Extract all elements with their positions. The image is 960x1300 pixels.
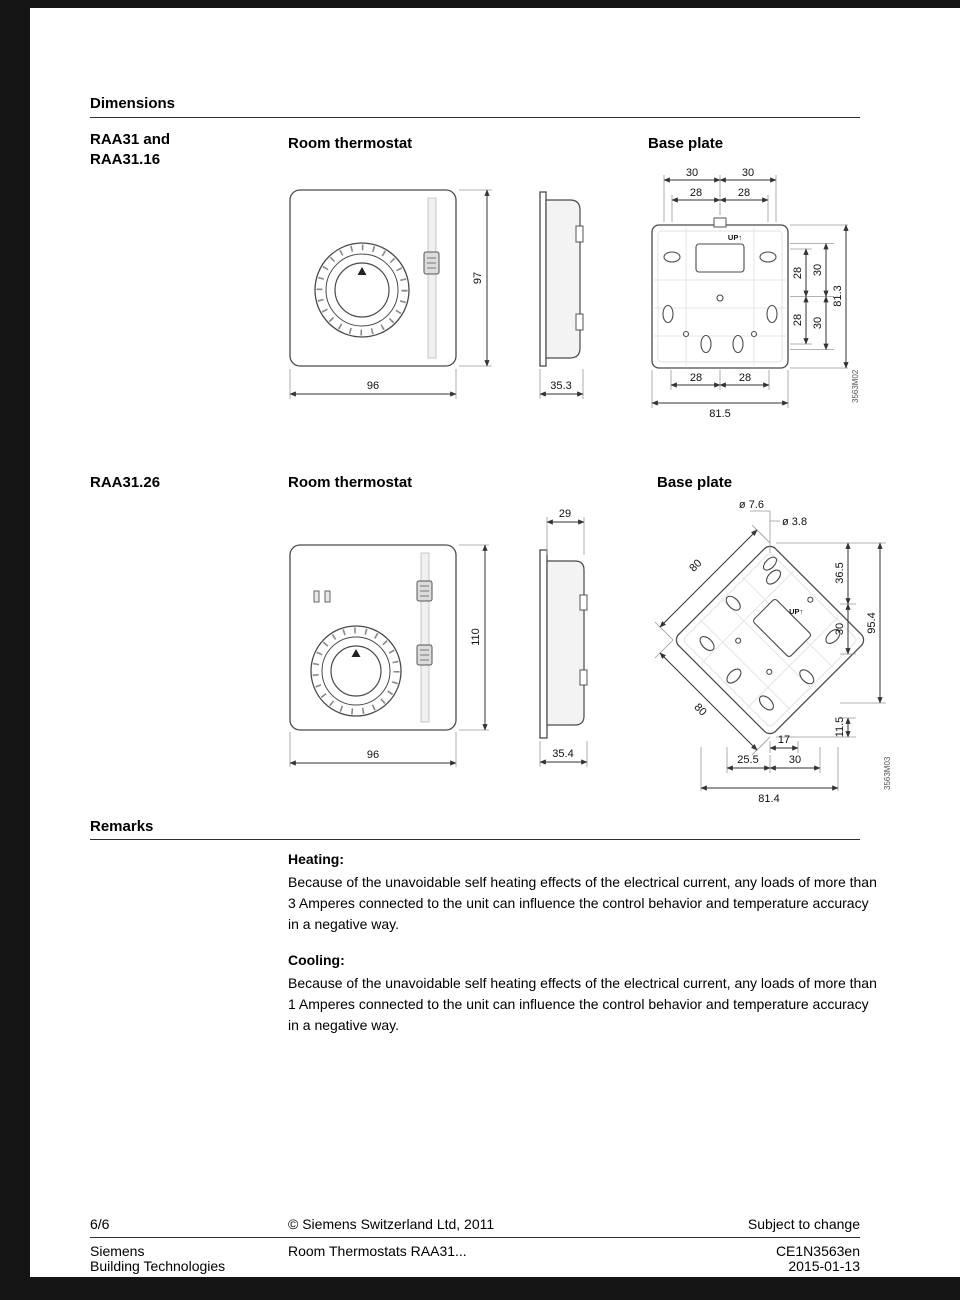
model-label-raa31-line1: RAA31 and <box>90 131 171 148</box>
up-marker-label: UP↑ <box>789 606 804 616</box>
dim-right-1: 36.5 <box>834 562 846 584</box>
base-plate-label-2: Base plate <box>657 474 733 491</box>
drawing-code-1: 3563M02 <box>851 369 860 403</box>
mounting-clip <box>580 670 587 685</box>
raa3126-dimension-drawing <box>288 495 903 807</box>
up-marker-label: UP↑ <box>727 233 743 242</box>
base-plate-raa31 <box>652 218 788 368</box>
mounting-hole <box>733 336 743 353</box>
remarks-divider <box>90 839 860 840</box>
document-date: 2015-01-13 <box>788 1258 860 1274</box>
indicator-window <box>325 591 330 602</box>
side-view-raa3126 <box>540 550 587 738</box>
dim-front-height-1: 97 <box>472 271 484 285</box>
dimensions-divider <box>90 117 860 118</box>
dim-right-total-1: 81.3 <box>832 285 844 307</box>
indicator-window <box>314 591 319 602</box>
heating-title: Heating: <box>288 851 344 867</box>
dim-side-width-1: 35.3 <box>550 380 572 392</box>
base-plate-label-1: Base plate <box>648 135 724 152</box>
dim-bottom-30: 30 <box>788 754 802 766</box>
mounting-clip <box>576 314 583 330</box>
dim-right-outer-top: 30 <box>812 263 824 277</box>
mounting-hole <box>760 252 776 262</box>
dim-side-width-2: 35.4 <box>552 748 574 760</box>
dim-top-outer-right: 30 <box>741 167 755 179</box>
dim-bottom-17: 17 <box>777 734 791 746</box>
remarks-heading: Remarks <box>90 818 154 835</box>
dim-bottom-left-1: 28 <box>689 372 703 384</box>
cooling-title: Cooling: <box>288 952 345 968</box>
mounting-hole <box>701 336 711 353</box>
front-view-raa3126 <box>290 545 456 730</box>
mounting-clip <box>580 595 587 610</box>
dim-bottom-25-5: 25.5 <box>737 754 759 766</box>
dim-right-outer-bottom: 30 <box>812 316 824 330</box>
dim-hole-dia-small: ø 3.8 <box>782 516 808 528</box>
room-thermostat-label-1: Room thermostat <box>288 135 413 152</box>
mounting-hole <box>663 306 673 323</box>
dim-top-inner-left: 28 <box>689 187 703 199</box>
dim-top-outer-left: 30 <box>685 167 699 179</box>
footer-divider <box>90 1237 860 1238</box>
dim-top-inner-right: 28 <box>737 187 751 199</box>
model-label-raa31-line2: RAA31.16 <box>90 151 161 168</box>
subject-to-change-note: Subject to change <box>747 1216 860 1232</box>
cooling-paragraph: Because of the unavoidable self heating effects of the electrical current, any loads of more than 1 Amperes connected to the unit can influence the control behavior and temperature accuracy in a negative way. <box>288 975 877 1033</box>
raa31-dimension-drawing <box>288 168 888 433</box>
front-view-raa31 <box>290 190 456 366</box>
model-label-raa3126: RAA31.26 <box>90 474 161 491</box>
dim-right-inner-bottom: 28 <box>792 313 804 327</box>
dim-bottom-right-1: 28 <box>738 372 752 384</box>
company-name: Siemens <box>90 1243 145 1259</box>
mounting-hole <box>767 306 777 323</box>
mounting-hole <box>664 252 680 262</box>
side-view-raa31 <box>540 192 583 366</box>
slider-channel <box>421 553 429 722</box>
document-title: Room Thermostats RAA31... <box>288 1243 467 1259</box>
dim-edge-top: 80 <box>687 557 705 575</box>
dim-side-depth: 29 <box>558 508 572 520</box>
dim-hole-dia-large: ø 7.6 <box>738 499 764 511</box>
dim-right-total-2: 95.4 <box>866 612 878 634</box>
room-thermostat-label-2: Room thermostat <box>288 474 413 491</box>
dim-front-width-2: 96 <box>366 749 380 761</box>
top-tab <box>714 218 726 227</box>
dim-bottom-total-2: 81.4 <box>758 793 780 805</box>
dim-front-width-1: 96 <box>366 380 380 392</box>
drawing-code-2: 3563M03 <box>883 756 892 790</box>
dim-bottom-total-1: 81.5 <box>709 408 731 420</box>
dim-right-2: 30 <box>834 622 846 636</box>
dimensions-heading: Dimensions <box>90 95 176 112</box>
wiring-opening <box>696 244 744 272</box>
dim-edge-bottom: 80 <box>691 701 709 719</box>
company-division: Building Technologies <box>90 1258 226 1274</box>
page-number: 6/6 <box>90 1216 110 1232</box>
dim-front-height-2: 110 <box>470 628 482 646</box>
dim-right-inner-top: 28 <box>792 266 804 280</box>
slider-channel <box>428 198 436 358</box>
mounting-clip <box>576 226 583 242</box>
heating-paragraph: Because of the unavoidable self heating effects of the electrical current, any loads of more than 3 Amperes connected to the unit can influence the control behavior and temperature accuracy in a negative way. <box>288 874 877 932</box>
document-id: CE1N3563en <box>775 1243 860 1259</box>
dim-right-3: 11.5 <box>834 716 846 738</box>
datasheet-page <box>30 8 960 1277</box>
copyright-notice: © Siemens Switzerland Ltd, 2011 <box>288 1216 495 1232</box>
